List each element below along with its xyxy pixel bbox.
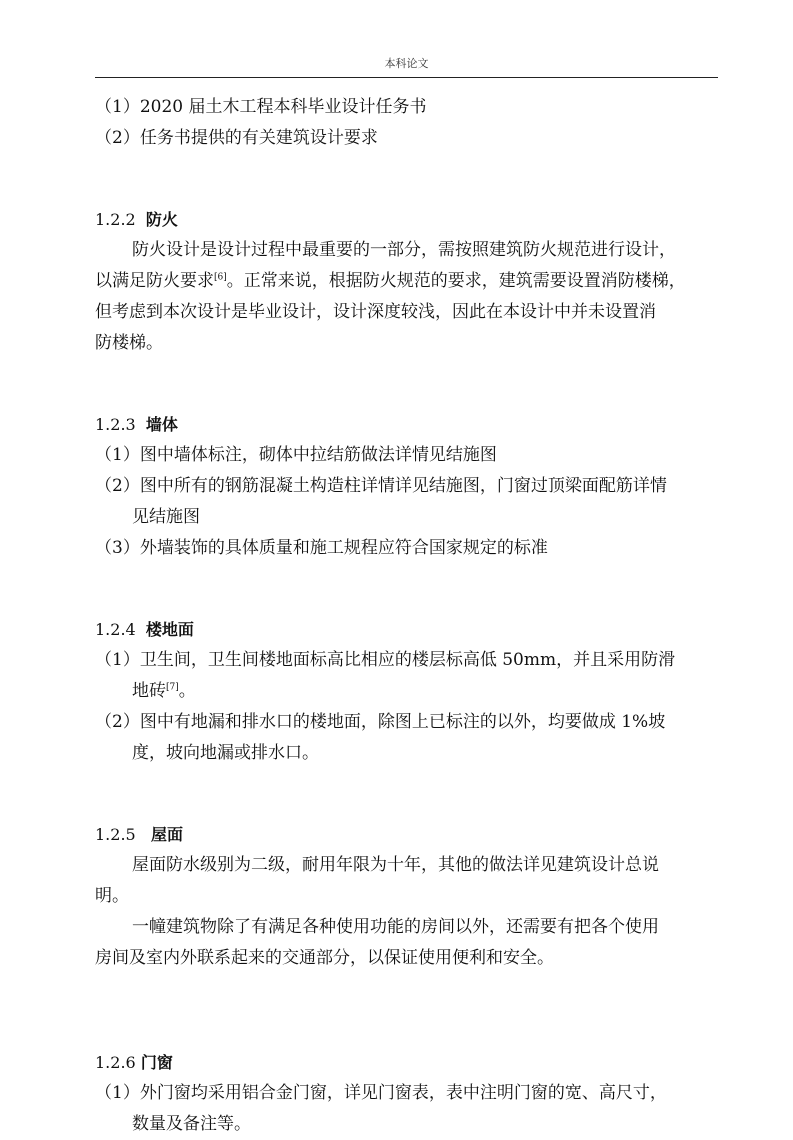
document-body <box>95 92 720 1140</box>
list-item-continuation: 见结施图 <box>132 507 200 527</box>
section-title: 屋面 <box>150 825 183 844</box>
section-number: 1.2.2 <box>95 210 136 229</box>
paragraph-line: 明。 <box>95 886 129 906</box>
list-item: （1）卫生间，卫生间楼地面标高比相应的楼层标高低 50mm，并且采用防滑 <box>95 650 676 670</box>
section-heading-1-2-5 <box>95 819 720 850</box>
list-item: （2）图中所有的钢筋混凝土构造柱详情详见结施图，门窗过顶梁面配筋详情 <box>95 476 667 496</box>
list-item: （1）图中墙体标注，砌体中拉结筋做法详情见结施图 <box>95 445 497 465</box>
paragraph-line: 防楼梯。 <box>95 333 163 353</box>
section-heading-1-2-6 <box>95 1047 720 1078</box>
header-rule <box>95 77 718 78</box>
list-item-continuation: 度，坡向地漏或排水口。 <box>132 743 319 763</box>
list-item: （2）图中有地漏和排水口的楼地面，除图上已标注的以外，均要做成 1%坡 <box>95 712 666 732</box>
paragraph-line: 但考虑到本次设计是毕业设计，设计深度较浅，因此在本设计中并未设置消 <box>95 302 656 322</box>
section-heading-1-2-4 <box>95 614 720 645</box>
page-header: 本科论文 <box>384 57 429 70</box>
section-number: 1.2.5 <box>95 825 136 844</box>
paragraph-line: 屋面防水级别为二级，耐用年限为十年，其他的做法详见建筑设计总说 <box>132 855 659 875</box>
citation-ref: [6] <box>214 272 227 283</box>
list-item: （3）外墙装饰的具体质量和施工规程应符合国家规定的标准 <box>95 538 548 558</box>
section-number: 1.2.6 <box>95 1053 136 1072</box>
section-title: 门窗 <box>140 1053 173 1072</box>
list-item-continuation: 数量及备注等。 <box>132 1114 251 1134</box>
intro-item-1: （1）2020 届土木工程本科毕业设计任务书 <box>95 97 427 117</box>
section-heading-1-2-3 <box>95 409 720 440</box>
section-title: 防火 <box>145 210 178 229</box>
section-heading-1-2-2 <box>95 204 720 235</box>
citation-ref: [7] <box>166 682 179 693</box>
paragraph-line: 房间及室内外联系起来的交通部分，以保证使用便利和安全。 <box>95 948 554 968</box>
paragraph-line: 以满足防火要求[6]。正常来说，根据防火规范的要求，建筑需要设置消防楼梯， <box>95 271 686 291</box>
section-title: 墙体 <box>145 415 178 434</box>
list-item: （1）外门窗均采用铝合金门窗，详见门窗表，表中注明门窗的宽、高尺寸， <box>95 1083 667 1103</box>
paragraph-line: 防火设计是设计过程中最重要的一部分，需按照建筑防火规范进行设计， <box>132 240 676 260</box>
intro-item-2: （2）任务书提供的有关建筑设计要求 <box>95 128 378 148</box>
section-number: 1.2.3 <box>95 415 136 434</box>
section-number: 1.2.4 <box>95 620 136 639</box>
paragraph-line: 一幢建筑物除了有满足各种使用功能的房间以外，还需要有把各个使用 <box>132 917 659 937</box>
list-item-continuation: 地砖[7]。 <box>132 681 196 701</box>
section-title: 楼地面 <box>145 620 194 639</box>
